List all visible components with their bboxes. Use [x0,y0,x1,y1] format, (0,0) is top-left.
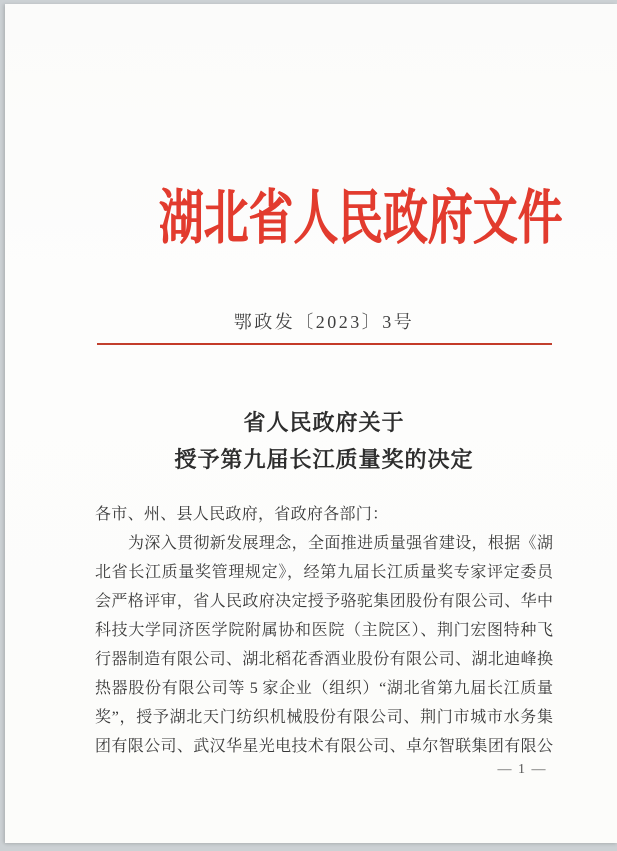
red-letterhead-title [95,185,563,265]
document-content-column [95,4,563,843]
letterhead-text: 湖北省人民政府文件 [158,185,563,251]
body-text-line: 会严格评审，省人民政府决定授予骆驼集团股份有限公司、华中 [95,593,553,610]
body-text-line: 北省长江质量奖管理规定》，经第九届长江质量奖专家评定委员 [95,564,553,581]
document-title [95,404,553,478]
red-divider-line [97,343,552,345]
page-number: — 1 — [497,762,547,777]
body-text-line: 行器制造有限公司、湖北稻花香酒业股份有限公司、湖北迪峰换 [95,651,553,668]
document-body [95,500,553,761]
document-title-line1: 省人民政府关于 [243,410,405,435]
salutation-line: 各市、州、县人民政府，省政府各部门： [95,506,389,523]
body-text-line: 科技大学同济医学院附属协和医院（主院区）、荆门宏图特种飞 [95,622,553,639]
document-number: 鄂政发〔2023〕3号 [233,312,415,332]
body-text-line: 团有限公司、武汉华星光电技术有限公司、卓尔智联集团有限公 [95,738,553,755]
document-page [5,4,617,843]
body-text-line: 热器股份有限公司等 5 家企业（组织）“湖北省第九届长江质量 [95,680,553,697]
body-text-line: 奖”，授予湖北天门纺织机械股份有限公司、荆门市城市水务集 [95,709,553,726]
body-text-line: 为深入贯彻新发展理念，全面推进质量强省建设，根据《湖 [128,535,553,552]
document-title-line2: 授予第九届长江质量奖的决定 [174,447,474,472]
